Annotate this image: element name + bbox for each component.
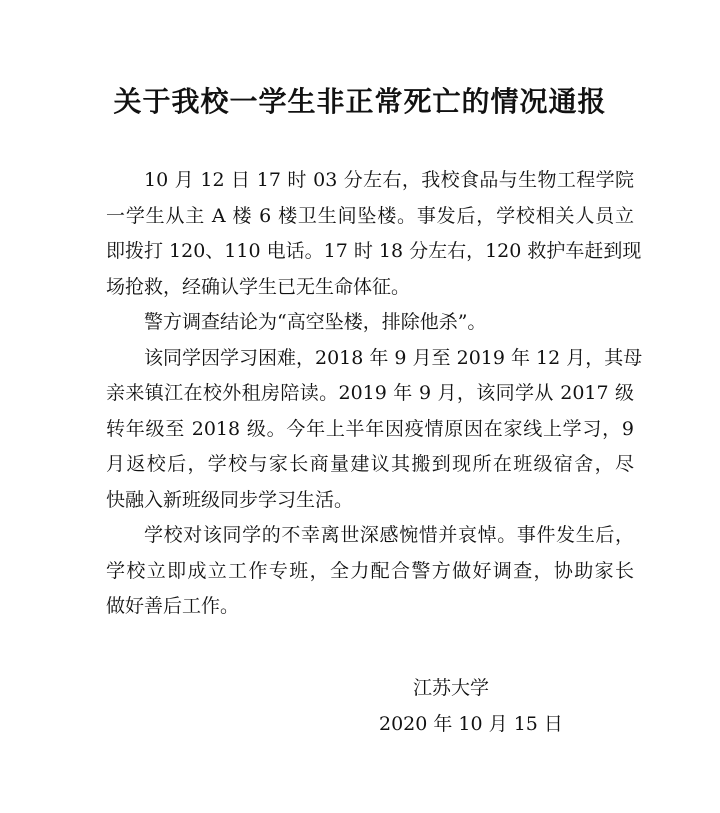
paragraph-background	[106, 341, 643, 519]
paragraph-incident	[106, 163, 642, 305]
body-line: 场抢救，经确认学生已无生命体征。	[106, 275, 411, 298]
body-line: 一学生从主 A 楼 6 楼卫生间坠楼。事发后，学校相关人员立	[106, 204, 634, 227]
paragraph-condolence	[106, 518, 634, 625]
signature-date: 2020 年 10 月 15 日	[379, 713, 563, 735]
body-line: 学校对该同学的不幸离世深感惋惜并哀悼。事件发生后，	[144, 524, 634, 546]
body-line: 快融入新班级同步学习生活。	[106, 488, 354, 511]
body-line: 亲来镇江在校外租房陪读。2019 年 9 月，该同学从 2017 级	[106, 382, 634, 404]
body-line: 转年级至 2018 级。今年上半年因疫情原因在家线上学习，9	[106, 417, 634, 440]
notice-body	[106, 163, 643, 625]
signature-organization: 江苏大学	[413, 677, 490, 699]
notice-title: 关于我校一学生非正常死亡的情况通报	[113, 85, 607, 118]
body-line: 10 月 12 日 17 时 03 分左右，我校食品与生物工程学院	[144, 169, 634, 191]
body-line: 即拨打 120、110 电话。17 时 18 分左右，120 救护车赶到现	[106, 240, 642, 262]
body-line: 月返校后，学校与家长商量建议其搬到现所在班级宿舍，尽	[106, 453, 634, 475]
body-line: 该同学因学习困难，2018 年 9 月至 2019 年 12 月，其母	[144, 346, 643, 369]
body-line: 做好善后工作。	[106, 595, 240, 617]
paragraph-police-conclusion	[106, 305, 634, 341]
body-line: 警方调查结论为“高空坠楼，排除他杀”。	[144, 311, 487, 333]
body-line: 学校立即成立工作专班，全力配合警方做好调查，协助家长	[106, 559, 634, 582]
